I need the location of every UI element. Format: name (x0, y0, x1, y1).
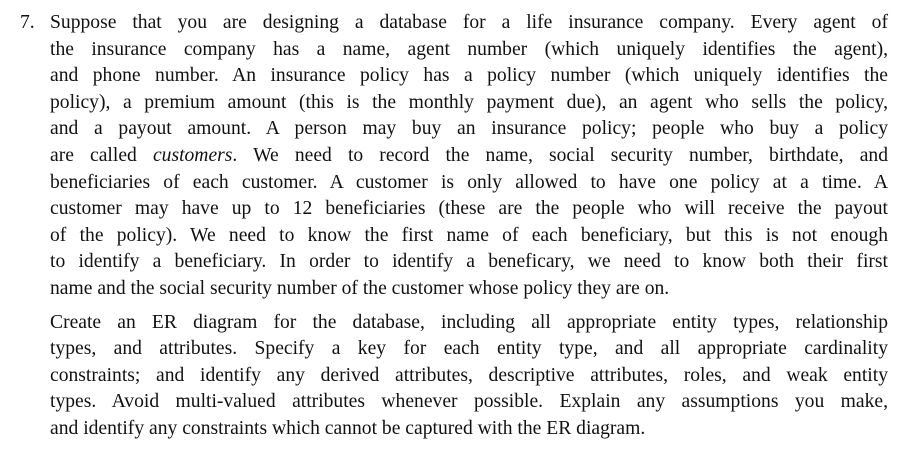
text-line: Create an ER diagram for the database, including all appropriate entity types, relationship (50, 311, 888, 333)
text-line: the insurance company has a name, agent number (which uniquely identifies the agent), (50, 38, 888, 60)
text-line: types. Avoid multi-valued attributes whenever possible. Explain any assumptions you make, (50, 391, 888, 413)
text-line: and phone number. An insurance policy has a policy number (which uniquely identifies the (50, 65, 888, 87)
task-instructions-paragraph (50, 310, 888, 443)
text-line: customer may have up to 12 beneficiaries (these are the people who will receive the payout (50, 198, 888, 220)
text-line: name and the social security number of the customer whose policy they are on. (50, 277, 670, 299)
problem-description-paragraph (50, 10, 888, 303)
text-line: to identify a beneficiary. In order to identify a beneficary, we need to know both their first (50, 251, 888, 273)
problem-7 (20, 10, 888, 443)
text-line: policy), a premium amount (this is the monthly payment due), an agent who sells the policy, (50, 91, 888, 113)
text-line-with-emphasis (50, 143, 888, 170)
text-line: and a payout amount. A person may buy an insurance policy; people who buy a policy (50, 118, 888, 140)
text-fragment: are called (50, 144, 153, 166)
text-line: Suppose that you are designing a database for a life insurance company. Every agent of (50, 12, 888, 33)
text-line: beneficiaries of each customer. A customer is only allowed to have one policy at a time. A (50, 171, 888, 193)
emphasized-term-customers: customers (152, 144, 233, 166)
text-line: types, and attributes. Specify a key for each entity type, and all appropriate cardinality (50, 338, 888, 360)
problem-number: 7. (20, 12, 35, 33)
text-line: and identify any constraints which cannot be captured with the ER diagram. (50, 417, 646, 439)
text-fragment: . We need to record the name, social security number, birthdate, and (232, 144, 888, 166)
text-line: of the policy). We need to know the first name of each beneficiary, but this is not enough (50, 224, 888, 246)
text-line: constraints; and identify any derived attributes, descriptive attributes, roles, and weak entity (50, 364, 888, 386)
